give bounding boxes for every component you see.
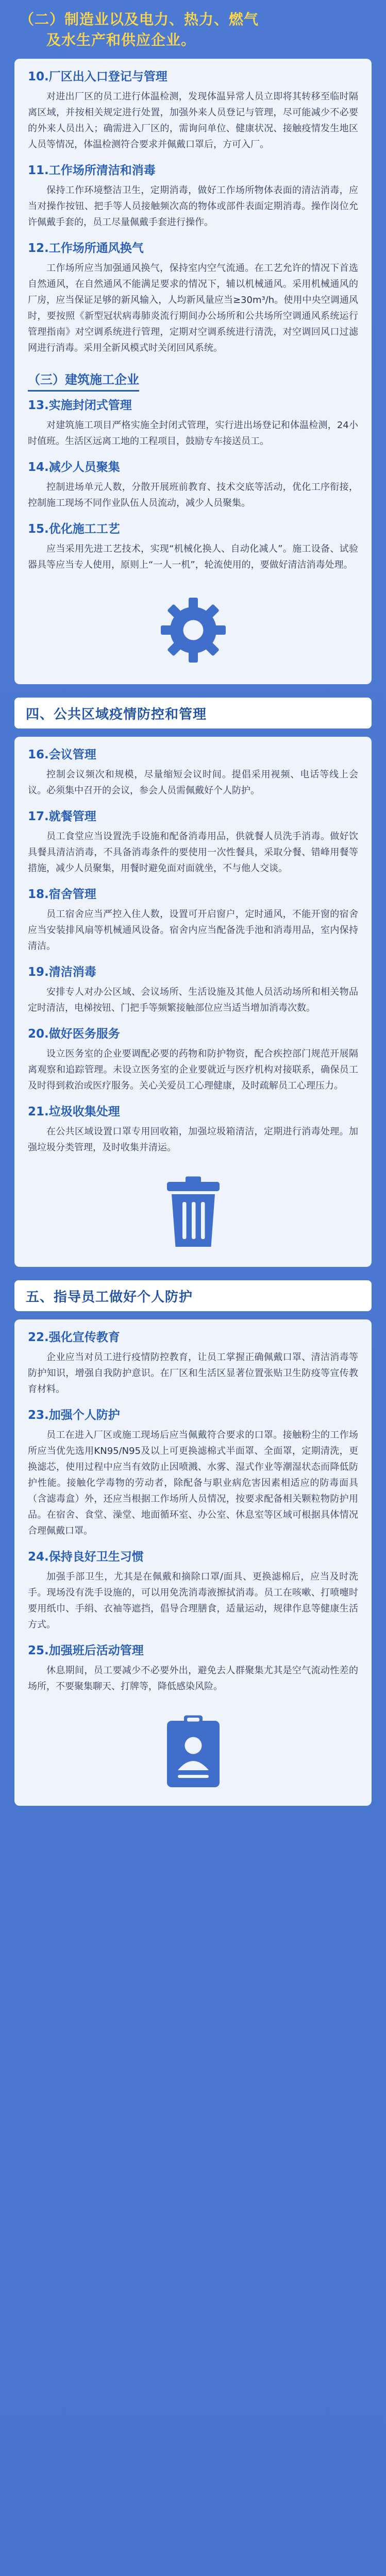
item-body: 控制进场单元人数，分散开展班前教育、技术交底等活动，优化工序衔接，控制施工现场不同作业队伍人员流动，减少人员聚集。 bbox=[28, 482, 358, 509]
item-body: 员工在进入厂区或施工现场后应当佩戴符合要求的口罩。接触粉尘的工作场所应当优先选用KN95/N95及以上可更换滤棉式半面罩、全面罩，定期清洗，更换滤芯，使用过程中应当有效防止因喷溅、水雾、湿式作业等潮湿状态而降低防护性能。接触化学毒物的劳动者，除配备与职业病危害因素相适应的防毒面具（含滤毒盒）外，还应当根据工作场所人员情况，按要求配备相关颗粒物防护用品。在宿舍、食堂、澡堂、地面循环室、办公室、休息室等区域可根据具体情况合理佩戴口罩。 bbox=[28, 1430, 358, 1536]
item-body: 设立医务室的企业要调配必要的药物和防护物资，配合疾控部门规范开展隔离观察和追踪管理。未设立医务室的企业要就近与医疗机构对接联系，确保员工及时得到救治或医疗服务。关心关爱员工心理健康，及时疏解员工心理压力。 bbox=[28, 1048, 358, 1091]
item-body: 对建筑施工项目严格实施全封闭式管理，实行进出场登记和体温检测，24小时值班。生活区远离工地的工程项目，鼓励专车接送员工。 bbox=[28, 420, 358, 447]
section-5-card bbox=[14, 1319, 372, 1806]
item-25 bbox=[28, 1642, 358, 1694]
gear-icon bbox=[155, 591, 232, 669]
item-body: 保持工作环境整洁卫生，定期消毒，做好工作场所物体表面的清洁消毒，应当对操作按钮、把手等人员接触频次高的物体或部件表面定期消毒。操作岗位允许佩戴手套的，员工尽量佩戴手套进行操作。 bbox=[28, 185, 358, 228]
item-title: 15.优化施工工艺 bbox=[28, 522, 120, 536]
section-2-card bbox=[14, 59, 372, 684]
item-body: 在公共区域设置口罩专用回收箱，加强垃圾箱清洁，定期进行消毒处理。加强垃圾分类管理，及时收集并清运。 bbox=[28, 1126, 358, 1153]
item-title: 19.清洁消毒 bbox=[28, 965, 96, 979]
item-body: 工作场所应当加强通风换气，保持室内空气流通。在工艺允许的情况下首选自然通风，在自然通风不能满足要求的情况下，辅以机械通风。采用机械通风的厂房，应当保证足够的新风输入，人均新风量应当≥30m³/h。使用中央空调通风时，要按照《新型冠状病毒肺炎流行期间办公场所和公共场所空调通风系统运行管理指南》对空调系统进行管理，定期对空调系统进行清洗，对空调回风口过滤网进行消毒。采用全新风模式时关闭回风系统。 bbox=[28, 263, 358, 353]
id-card-icon bbox=[162, 1713, 224, 1790]
section-5-banner bbox=[14, 1280, 372, 1311]
item-body: 员工宿舍应当严控入住人数，设置可开启窗户，定时通风，不能开窗的宿舍应当安装排风扇等机械通风设备。宿舍内应当配备洗手池和消毒用品，室内保持清洁。 bbox=[28, 909, 358, 952]
section-2-title-line1: （二）制造业以及电力、热力、燃气 bbox=[20, 11, 259, 28]
item-body: 应当采用先进工艺技术，实现“机械化换人、自动化减人”。施工设备、试验器具等应当专人使用，原则上“一人一机”，轮流使用的，要做好清洁消毒处理。 bbox=[28, 544, 358, 570]
item-title: 17.就餐管理 bbox=[28, 810, 96, 823]
item-11 bbox=[28, 162, 358, 230]
item-title: 22.强化宣传教育 bbox=[28, 1331, 120, 1344]
item-20 bbox=[28, 1025, 358, 1094]
item-10 bbox=[28, 68, 358, 152]
item-22 bbox=[28, 1329, 358, 1397]
id-card-illustration bbox=[28, 1704, 358, 1794]
item-title: 21.垃圾收集处理 bbox=[28, 1105, 120, 1118]
item-title: 24.保持良好卫生习惯 bbox=[28, 1550, 144, 1564]
item-body: 控制会议频次和规模，尽量缩短会议时间。提倡采用视频、电话等线上会议。必须集中召开的会议，参会人员需佩戴好个人防护。 bbox=[28, 769, 358, 796]
item-body: 休息期间，员工要减少不必要外出，避免去人群聚集尤其是空气流动性差的场所，不要聚集聊天、打牌等，降低感染风险。 bbox=[28, 1665, 358, 1692]
item-18 bbox=[28, 886, 358, 954]
item-title: 20.做好医务服务 bbox=[28, 1027, 120, 1041]
item-19 bbox=[28, 963, 358, 1016]
item-title: 11.工作场所清洁和消毒 bbox=[28, 164, 156, 177]
item-17 bbox=[28, 808, 358, 876]
item-title: 10.厂区出入口登记与管理 bbox=[28, 70, 167, 83]
item-24 bbox=[28, 1548, 358, 1633]
item-body: 加强手部卫生，尤其是在佩戴和摘除口罩/面具、更换滤棉后，应当及时洗手。现场没有洗手设施的，可以用免洗消毒液擦拭消毒。员工在咳嗽、打喷嚏时要用纸巾、手绢、衣袖等遮挡，倡导合理膳食，适量运动，规律作息等健康生活方式。 bbox=[28, 1571, 358, 1630]
item-title: 25.加强班后活动管理 bbox=[28, 1644, 144, 1657]
item-body: 员工食堂应当设置洗手设施和配备消毒用品，供就餐人员洗手消毒。做好饮具餐具清洁消毒，不具备消毒条件的要使用一次性餐具，采取分餐、错峰用餐等措施，减少人员聚集，用餐时避免面对面就坐，不与他人交谈。 bbox=[28, 831, 358, 874]
trash-bin-illustration bbox=[28, 1165, 358, 1256]
item-title: 16.会议管理 bbox=[28, 748, 96, 761]
section-2-title-line2: 及水生产和供应企业。 bbox=[46, 31, 196, 48]
item-16 bbox=[28, 746, 358, 799]
item-body: 安排专人对办公区域、会议场所、生活设施及其他人员活动场所和相关物品定时清洁，电梯按钮、门把手等频繁接触部位应当适当增加消毒次数。 bbox=[28, 987, 358, 1013]
item-title: 14.减少人员聚集 bbox=[28, 461, 120, 474]
item-13 bbox=[28, 397, 358, 449]
section-4-card bbox=[14, 737, 372, 1267]
section-2-heading bbox=[14, 0, 372, 50]
item-14 bbox=[28, 459, 358, 511]
section-5-title: 五、指导员工做好个人防护 bbox=[26, 1289, 193, 1305]
item-21 bbox=[28, 1103, 358, 1156]
item-title: 23.加强个人防护 bbox=[28, 1409, 120, 1422]
item-23 bbox=[28, 1406, 358, 1539]
item-15 bbox=[28, 520, 358, 573]
section-4-title: 四、公共区域疫情防控和管理 bbox=[26, 706, 207, 722]
item-12 bbox=[28, 240, 358, 356]
trash-bin-icon bbox=[162, 1174, 224, 1251]
section-3-title: （三）建筑施工企业 bbox=[28, 369, 139, 392]
item-body: 对进出厂区的员工进行体温检测，发现体温异常人员立即将其转移至临时隔离区域，并按相关规定进行处置，加强外来人员登记与管理，尽可能减少不必要的外来人员出入；确需进入厂区的，需询问单位、健康状况、接触疫情发生地区人员等情况，体温检测符合要求并佩戴口罩后，方可入厂。 bbox=[28, 91, 358, 150]
gear-illustration bbox=[28, 582, 358, 673]
item-title: 18.宿舍管理 bbox=[28, 888, 96, 901]
section-4-banner bbox=[14, 698, 372, 728]
item-title: 12.工作场所通风换气 bbox=[28, 242, 144, 255]
item-body: 企业应当对员工进行疫情防控教育，让员工掌握正确佩戴口罩、清洁消毒等防护知识，增强自我防护意识。在厂区和生活区显著位置张贴卫生防疫等宣传教育材料。 bbox=[28, 1352, 358, 1395]
item-title: 13.实施封闭式管理 bbox=[28, 399, 132, 412]
